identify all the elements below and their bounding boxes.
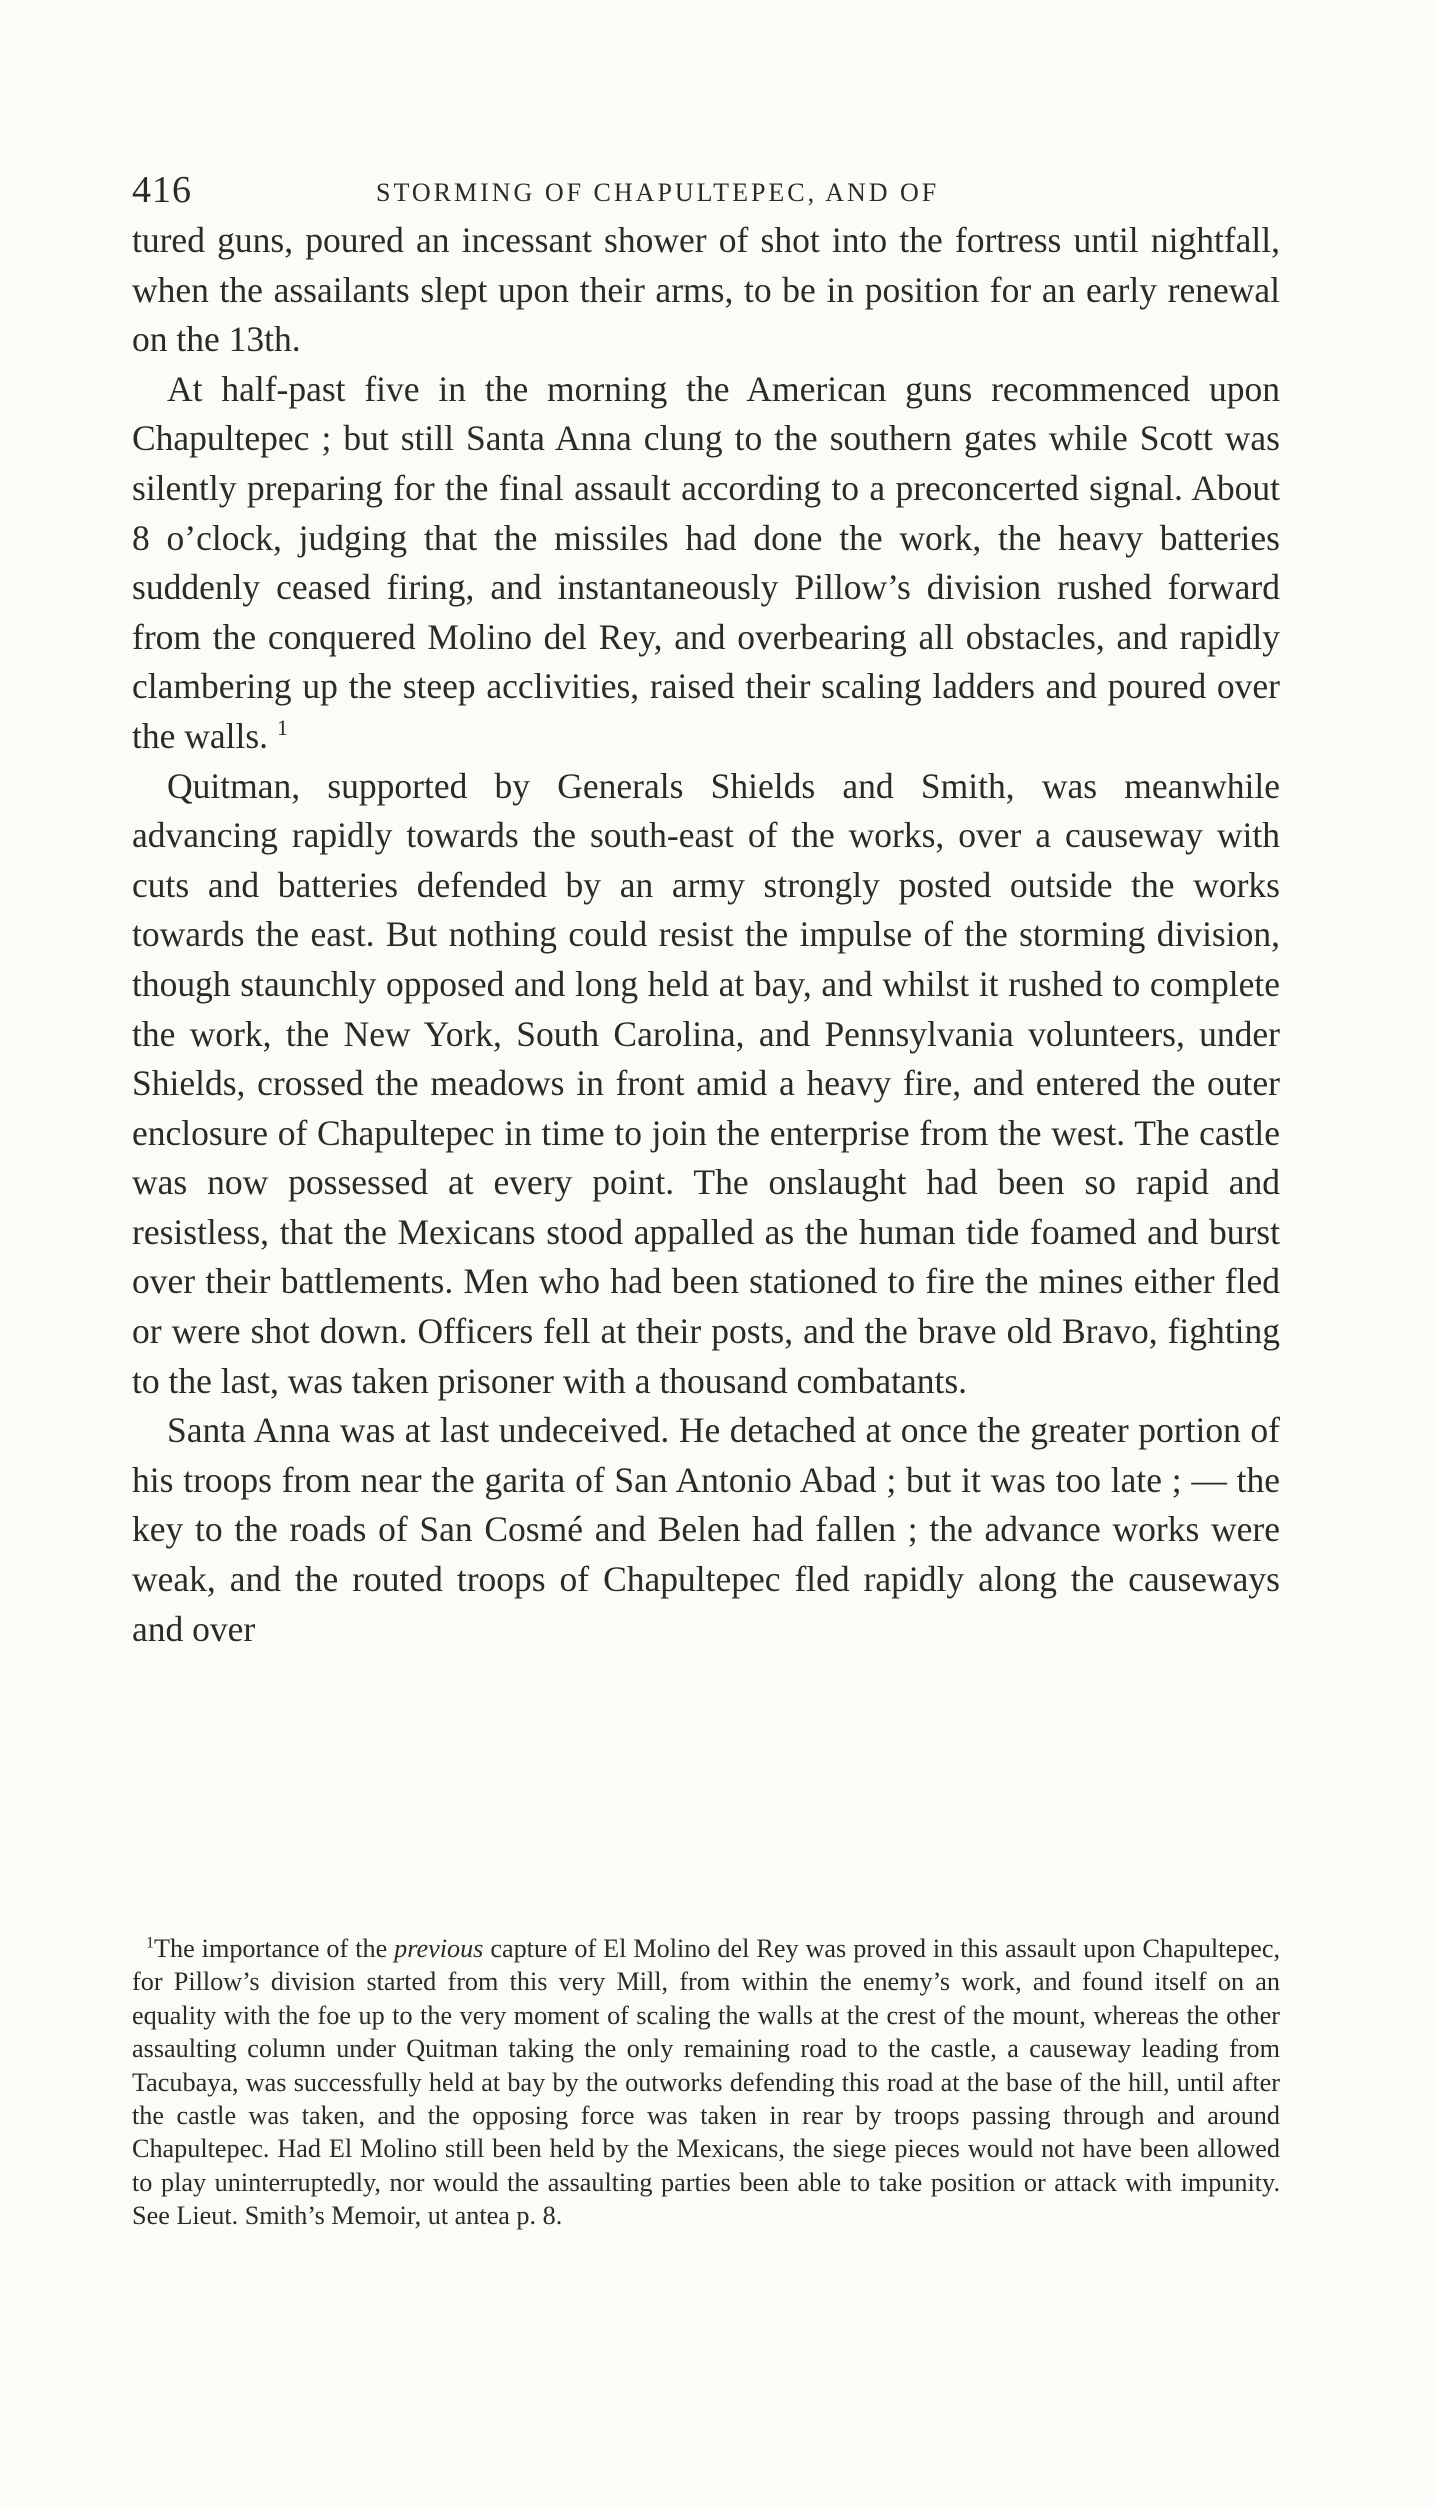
footnotes (132, 1932, 1280, 2233)
footnote-text-before: The importance of the (154, 1934, 395, 1963)
paragraph-1: tured guns, poured an incessant shower of shot into the fortress until nightfall, when the assailants slept upon their arms, to be in position for an early renewal on the 13th. (132, 220, 1280, 360)
footnote-mark: 1 (146, 1934, 154, 1952)
paragraph-2 (132, 365, 1280, 762)
page-number: 416 (132, 169, 192, 211)
running-head: STORMING OF CHAPULTEPEC, AND OF (376, 178, 940, 207)
paragraph-3: Quitman, supported by Generals Shields and Smith, was meanwhile advancing rapidly towards the south-east of the works, over a causeway with cuts and batteries defended by an army strongly posted outside the works towards the east. But nothing could resist the impulse of the storming division, though staunchly opposed and long held at bay, and whilst it rushed to complete the work, the New York, South Carolina, and Pennsylvania volunteers, under Shields, crossed the meadows in front amid a heavy fire, and entered the outer enclosure of Chapultepec in time to join the enterprise from the west. The castle was now possessed at every point. The onslaught had been so rapid and resistless, that the Mexicans stood appalled as the human tide foamed and burst over their battlements. Men who had been stationed to fire the mines either fled or were shot down. Officers fell at their posts, and the brave old Bravo, fighting to the last, was taken prisoner with a thousand combatants. (132, 765, 1280, 1401)
footnote-text-after: capture of El Molino del Rey was proved in this assault upon Chapultepec, for Pillow’s division started from this very Mill, from within the enemy’s work, and found itself on an equality with the foe up to the very moment of scaling the walls at the crest of the mount, whereas the other assaulting column under Quitman taking the only remaining road to the castle, a causeway leading from Tacubaya, was successfully held at bay by the outworks defending this road at the base of the hill, until after the castle was taken, and the opposing force was taken in rear by troops passing through and around Chapultepec. Had El Molino still been held by the Mexicans, the siege pieces would not have been allowed to play uninterruptedly, nor would the assaulting parties been able to take position or attack with impunity. See Lieut. Smith’s Memoir, ut antea p. 8. (132, 1934, 1280, 2231)
paragraph-4: Santa Anna was at last undeceived. He detached at once the greater portion of his troops from near the garita of San Antonio Abad ; but it was too late ; — the key to the roads of San Cosmé and Belen had fallen ; the advance works were weak, and the routed troops of Chapultepec fled rapidly along the causeways and over (132, 1410, 1280, 1649)
footnote-emphasis: previous (394, 1934, 484, 1963)
body-text (132, 216, 1280, 1654)
page-header (132, 168, 1282, 218)
footnote-reference: 1 (276, 715, 288, 741)
footnote-1 (132, 1932, 1280, 2233)
paragraph-2-text: At half-past five in the morning the American guns recommenced upon Chapultepec ; but still Santa Anna clung to the southern gates while Scott was silently preparing for the final assault according to a preconcerted signal. About 8 o’clock, judging that the missiles had done the work, the heavy batteries suddenly ceased firing, and instantaneously Pillow’s division rushed forward from the conquered Molino del Rey, and overbearing all obstacles, and rapidly clambering up the steep acclivities, raised their scaling ladders and poured over the walls. (132, 368, 1280, 756)
